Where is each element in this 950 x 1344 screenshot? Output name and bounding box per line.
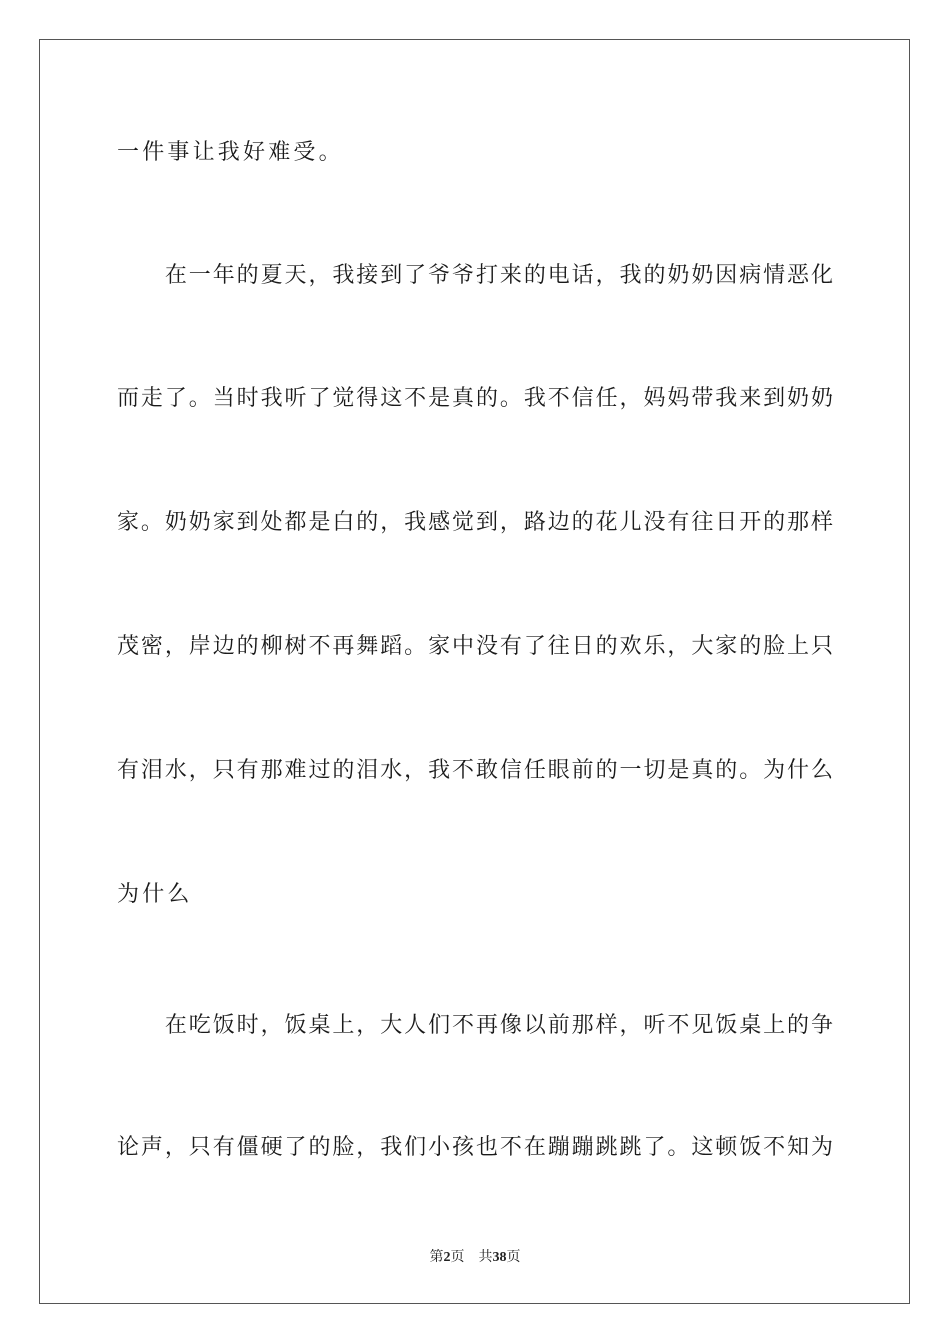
- text-line-9: 论声，只有僵硬了的脸，我们小孩也不在蹦蹦跳跳了。这顿饭不知为: [117, 1135, 833, 1160]
- text-line-2: 在一年的夏天，我接到了爷爷打来的电话，我的奶奶因病情恶化: [117, 263, 833, 288]
- total-suffix: 页: [506, 1249, 521, 1265]
- total-page-count: 38: [492, 1250, 507, 1265]
- text-line-6: 有泪水，只有那难过的泪水，我不敢信任眼前的一切是真的。为什么: [117, 758, 833, 783]
- text-line-8: 在吃饭时，饭桌上，大人们不再像以前那样，听不见饭桌上的争: [117, 1013, 833, 1038]
- page-prefix: 第: [429, 1249, 444, 1265]
- current-page-number: 2: [443, 1250, 451, 1265]
- page-footer: [0, 1248, 950, 1267]
- page-suffix: 页: [450, 1249, 465, 1265]
- text-line-1: 一件事让我好难受。: [117, 140, 344, 165]
- text-line-4: 家。奶奶家到处都是白的，我感觉到，路边的花儿没有往日开的那样: [117, 510, 833, 535]
- text-line-5: 茂密，岸边的柳树不再舞蹈。家中没有了往日的欢乐，大家的脸上只: [117, 634, 833, 659]
- total-prefix: 共: [478, 1249, 493, 1265]
- text-line-3: 而走了。当时我听了觉得这不是真的。我不信任，妈妈带我来到奶奶: [117, 386, 833, 411]
- page-border: [39, 39, 910, 1304]
- text-line-7: 为什么: [117, 882, 193, 907]
